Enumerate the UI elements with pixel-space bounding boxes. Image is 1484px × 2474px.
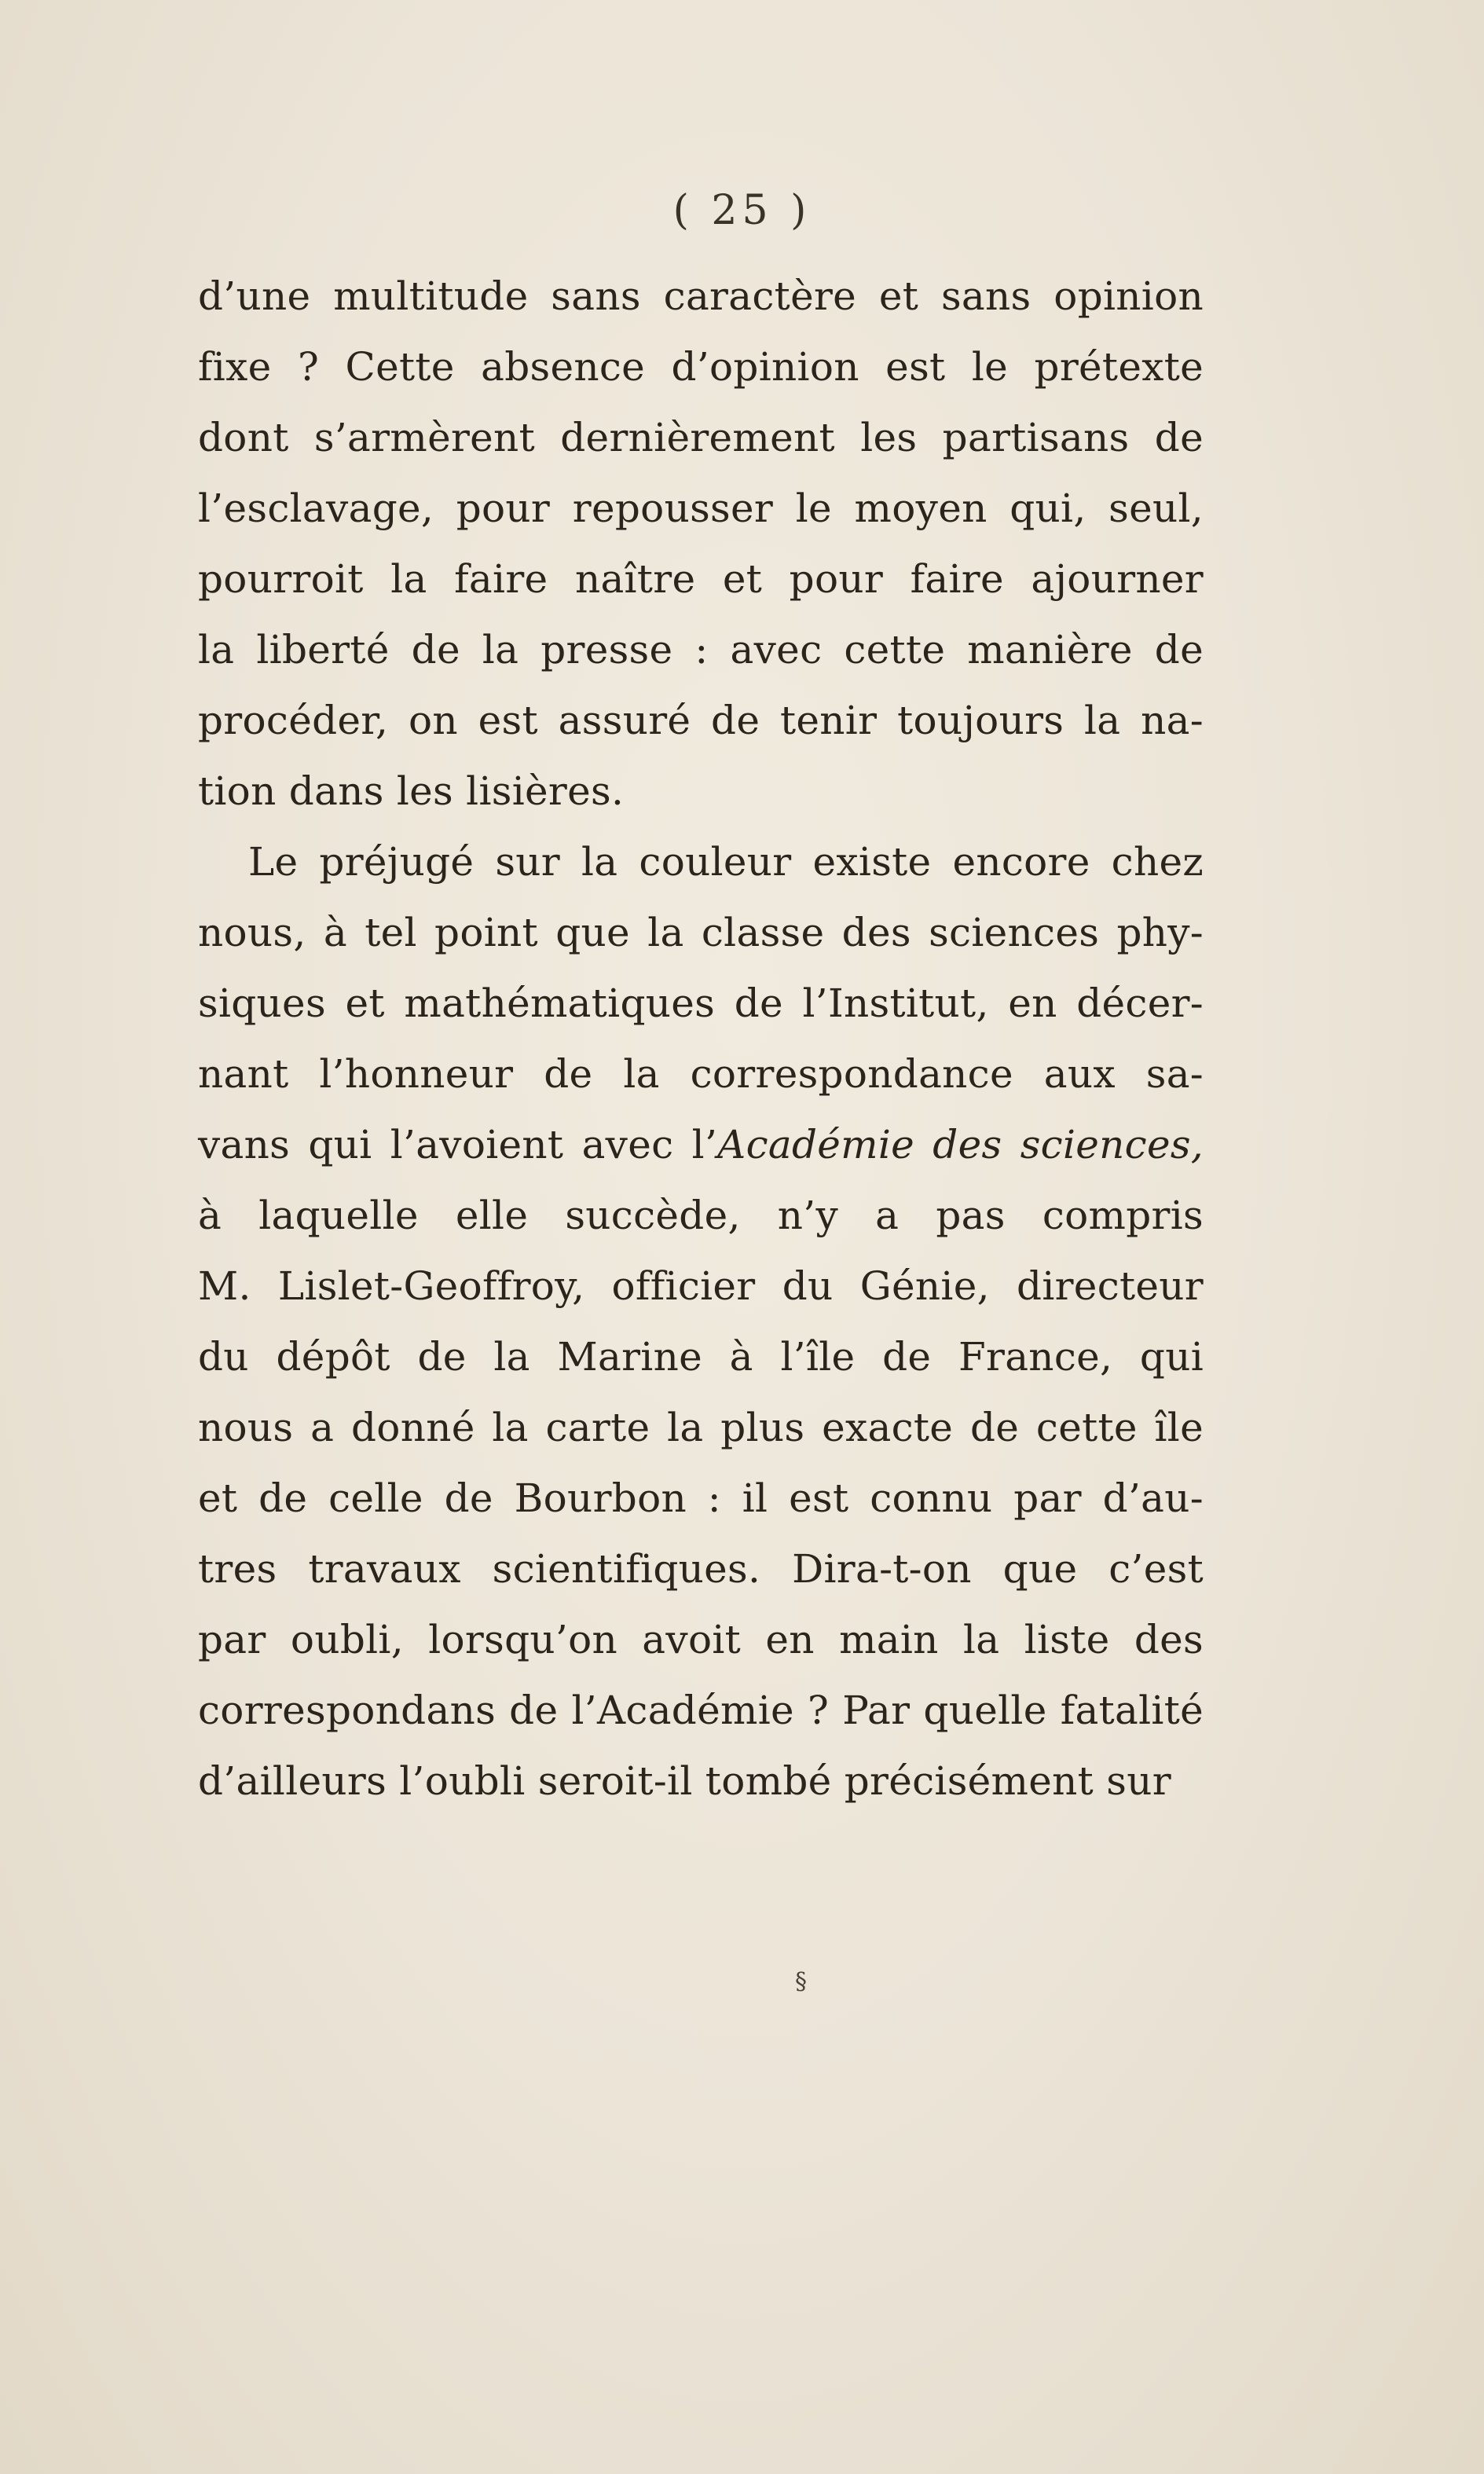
text-line: Le préjugé sur la couleur existe encore chez (248, 839, 1204, 885)
page-number: ( 25 ) (672, 187, 812, 234)
text-line: d’ailleurs l’oubli seroit-il tombé précisément sur (198, 1758, 1171, 1804)
text-segment: vans qui l’avoient avec l’ (198, 1122, 718, 1167)
text-line: du dépôt de la Marine à l’île de France, qui (198, 1334, 1204, 1380)
text-line: fixe ? Cette absence d’opinion est le prétexte (198, 344, 1204, 390)
text-line: tres travaux scientifiques. Dira-t-on que c’est (198, 1546, 1204, 1592)
text-line: tion dans les lisières. (198, 768, 625, 814)
text-line: l’esclavage, pour repousser le moyen qui, seul, (198, 486, 1204, 531)
text-line: nant l’honneur de la correspondance aux sa- (198, 1051, 1204, 1097)
signature-mark: § (795, 1968, 807, 1996)
text-line: d’une multitude sans caractère et sans opinion (198, 273, 1204, 319)
text-line: correspondans de l’Académie ? Par quelle fatalité (198, 1688, 1204, 1733)
text-line: nous, à tel point que la classe des sciences phy- (198, 910, 1204, 955)
text-line: nous a donné la carte la plus exacte de cette île (198, 1405, 1204, 1450)
text-line: pourroit la faire naître et pour faire ajourner (198, 556, 1204, 602)
text-line (198, 1109, 1204, 1180)
text-line: à laquelle elle succède, n’y a pas compris (198, 1193, 1204, 1238)
italic-title: Académie des sciences, (717, 1122, 1204, 1167)
text-line: par oubli, lorsqu’on avoit en main la liste des (198, 1617, 1204, 1662)
text-line: dont s’armèrent dernièrement les partisans de (198, 415, 1204, 460)
text-line: la liberté de la presse : avec cette manière de (198, 627, 1204, 673)
text-line: M. Lislet-Geoffroy, officier du Génie, directeur (198, 1263, 1204, 1309)
text-line: siques et mathématiques de l’Institut, en décer- (198, 980, 1204, 1026)
text-line: procéder, on est assuré de tenir toujours la na- (198, 698, 1204, 743)
text-line: et de celle de Bourbon : il est connu par d’au- (198, 1475, 1204, 1521)
body-text (198, 261, 1204, 1816)
